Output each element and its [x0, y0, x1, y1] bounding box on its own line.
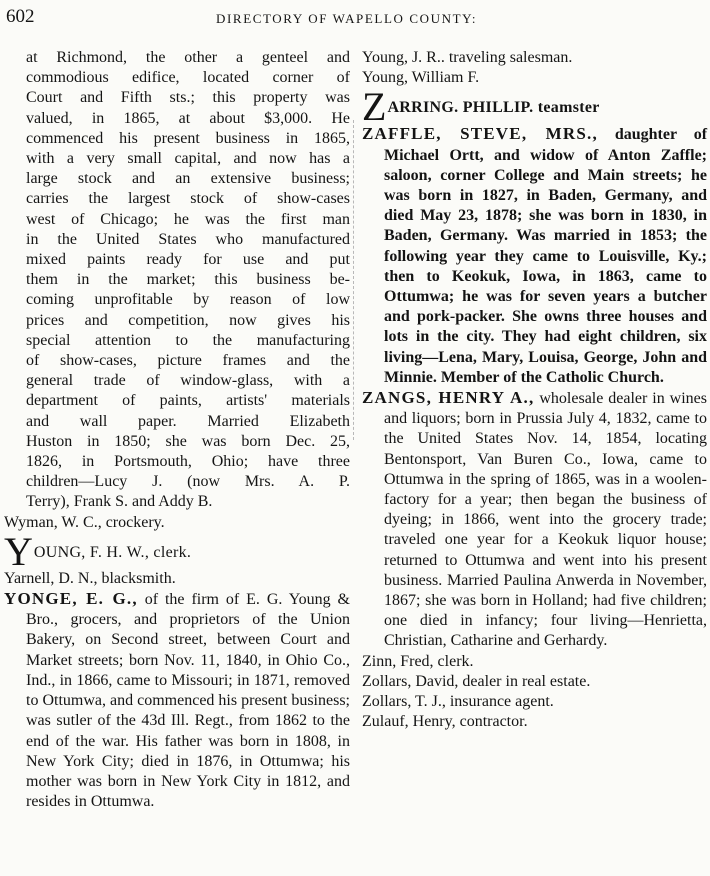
entry-young-jr: Young, J. R.. traveling salesman.	[362, 49, 573, 66]
running-title: DIRECTORY OF WAPELLO COUNTY:	[216, 11, 478, 26]
entry-young-fhw-text: OUNG, F. H. W., clerk.	[33, 543, 192, 561]
continued-entry-line: children—Lucy J. (now Mrs. A. P.	[26, 473, 350, 491]
entry-zaffle-text: daughter of Michael Ortt, and widow of Anton Zaffle; saloon, corner College and Main streets; he was born in 1827, in Baden, Germany, and died May 23, 1878; she was born in 1830, in Baden, Germany. Was married in 1853; the following year they came to Louisville, Ky.; then to Keokuk, Iowa, in 1863, came to Ottumwa; he was for seven years a butcher and pork-packer. She owns three houses and lots in the city. They had eight children, six living—Lena, Mary, Louisa, George, John and Minnie. Member of the Catholic Church.	[384, 126, 708, 386]
entry-zollars-tj: Zollars, T. J., insurance agent.	[362, 693, 554, 711]
entry-yonge-name: YONGE, E. G.,	[4, 589, 138, 609]
continued-entry-line: Huston in 1850; she was born Dec. 25,	[26, 432, 350, 450]
entry-yarnell: Yarnell, D. N., blacksmith.	[4, 569, 176, 587]
page-header	[6, 6, 702, 32]
continued-entry-line: Court and Fifth sts.; this property was	[26, 89, 350, 107]
continued-entry-line: general trade of window-glass, with a	[26, 372, 350, 390]
entry-zinn: Zinn, Fred, clerk.	[362, 652, 474, 670]
entry-wyman: Wyman, W. C., crockery.	[4, 513, 165, 531]
column-gutter-rule	[353, 120, 355, 440]
dropcap-y: Y	[4, 528, 33, 574]
entry-zaffle-name: ZAFFLE, STEVE, MRS.,	[362, 124, 598, 144]
continued-entry-line: commodious edifice, located corner of	[26, 69, 350, 87]
entry-young-william: Young, William F.	[362, 69, 480, 87]
continued-entry-line: department of paints, artists' materials	[26, 392, 350, 410]
continued-entry-line: special attention to the manufacturing	[26, 331, 350, 349]
continued-entry-line: Terry), Frank S. and Addy B.	[26, 493, 213, 511]
entry-zarring	[362, 84, 707, 130]
page-number: 602	[6, 6, 35, 27]
left-column	[4, 48, 350, 812]
entry-zangs-text: wholesale dealer in wines and liquors; born in Prussia July 4, 1832, came to the United States Nov. 14, 1854, locating Bentonsport, Van Buren Co., Iowa, came to Ottumwa in the spring of 1865, was in a woolen-factory for a year; then began the business of dyeing; in 1866, went into the grocery trade; traveled one year for a Keokuk liquor house; returned to Ottumwa and went into his present business. Married Paulina Anwerda in November, 1867; she was born in Holland; had five children; one died in infancy; four living—Henrietta, Christian, Catharine and Gerhardy.	[384, 390, 708, 650]
dropcap-z: Z	[362, 84, 387, 130]
continued-entry-line: coming unprofitable by reason of low	[26, 291, 350, 309]
continued-entry	[4, 48, 350, 513]
entry-young-fhw	[4, 528, 350, 574]
continued-entry-line: valued, in 1865, at about $3,000. He	[26, 109, 350, 127]
continued-entry-line: and wall paper. Married Elizabeth	[26, 412, 350, 430]
continued-entry-line: 1826, in Portsmouth, Ohio; have three	[26, 453, 350, 471]
entry-zangs	[362, 388, 707, 652]
continued-entry-line: mixed paints ready for use and put	[26, 251, 350, 269]
entry-yonge-text: of the firm of E. G. Young & Bro., grocers, and proprietors of the Union Bakery, on Second street, between Court and Market streets; born Nov. 11, 1840, in Ohio Co., Ind., in 1866, came to Missouri; in 1871, removed to Ottumwa, and commenced his present business; was sutler of the 43d Ill. Regt., from 1862 to the end of the war. His father was born in 1808, in New York City; died in 1876, in Ottumwa; his mother was born in New York City in 1812, and resides in Ottumwa.	[26, 591, 350, 811]
continued-entry-line: with a very small capital, and now has a	[26, 150, 350, 168]
continued-entry-line: them in the market; this business be-	[26, 271, 350, 289]
continued-entry-line: commenced his present business in 1865,	[26, 129, 350, 147]
continued-entry-line: in the United States who manufactured	[26, 230, 350, 248]
continued-entry-line: carries the largest stock of show-cases	[26, 190, 350, 208]
entry-yonge	[4, 589, 350, 812]
entry-zaffle	[362, 124, 707, 388]
continued-entry-line: large stock and an extensive business;	[26, 170, 350, 188]
continued-entry-line: prices and competition, now gives his	[26, 311, 350, 329]
entry-zulauf: Zulauf, Henry, contractor.	[362, 713, 528, 731]
right-column	[362, 48, 707, 733]
continued-entry-line: west of Chicago; he was the first man	[26, 210, 350, 228]
entry-zarring-text: ARRING. PHILLIP. teamster	[387, 99, 600, 117]
continued-entry-line: at Richmond, the other a genteel and	[26, 49, 350, 66]
entry-zollars-david: Zollars, David, dealer in real estate.	[362, 672, 591, 690]
continued-entry-line: of show-cases, picture frames and the	[26, 352, 350, 370]
entry-zangs-name: ZANGS, HENRY A.,	[362, 388, 535, 408]
